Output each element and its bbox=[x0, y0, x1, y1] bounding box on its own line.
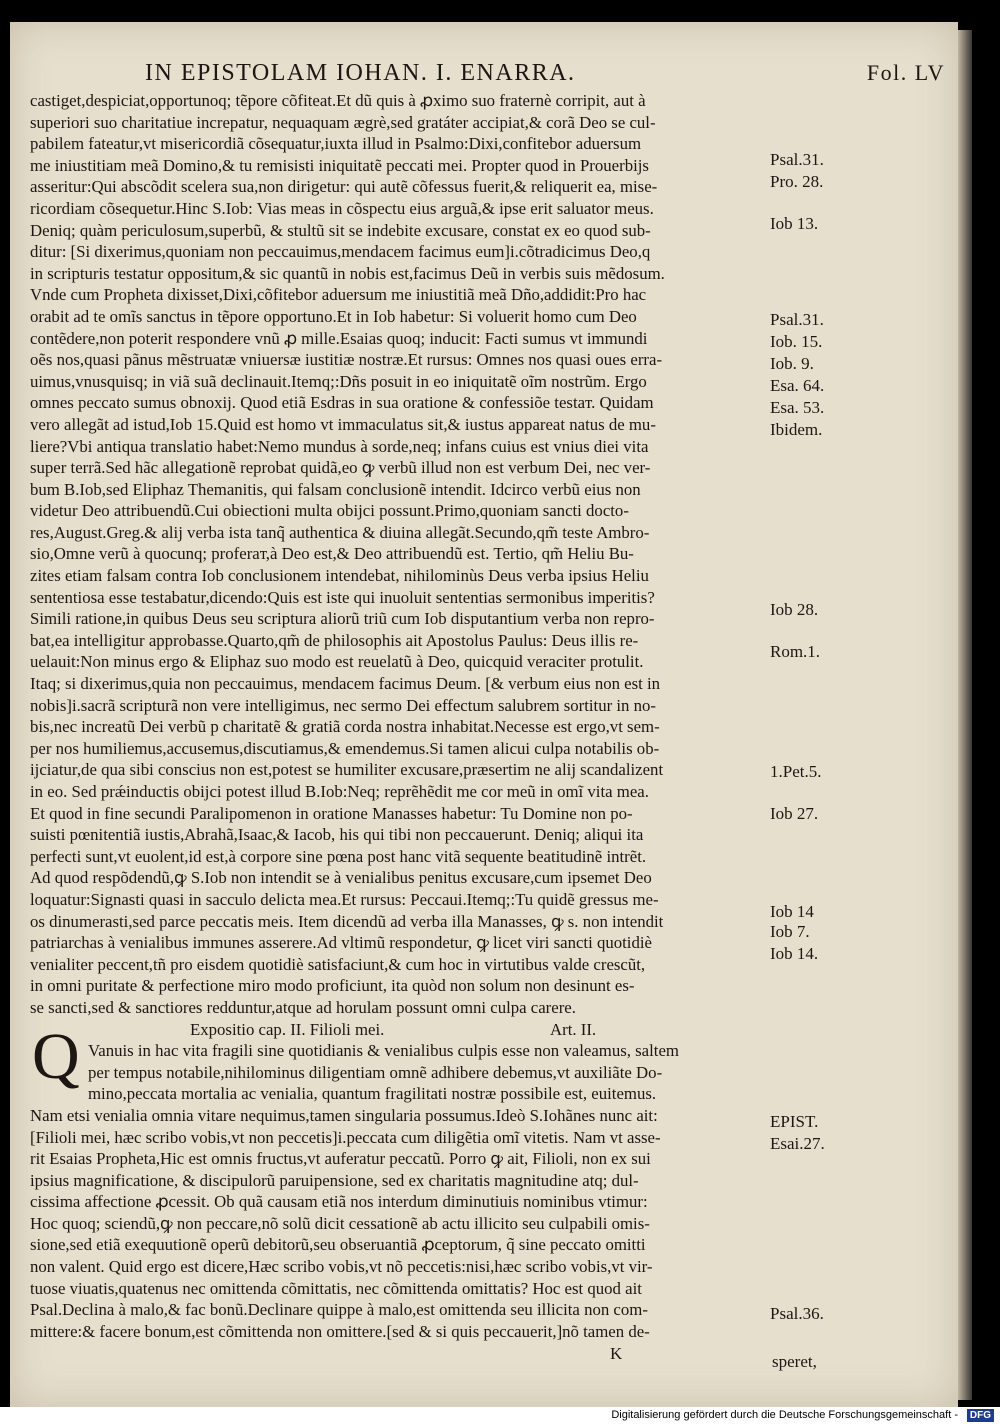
text-line: tuose viuatis,quatenus nec omittenda cõmittatis, nec cõmittenda omittatis? Hoc est quod ait bbox=[30, 1278, 642, 1298]
margin-note: Iob 14. bbox=[770, 944, 819, 963]
margin-note: EPIST. bbox=[770, 1112, 819, 1131]
text-line: vero allegãt ad istud,Iob 15.Quid est homo vt immaculatus sit,& iustus appareat natus de mu- bbox=[30, 414, 656, 434]
text-line: mino,peccata mortalia ac venialia, quantum fragilitati nostræ possibile est, euitemus. bbox=[88, 1084, 657, 1104]
text-line: pabilem fateatur,vt misericordiã cõsequatur,iuxta illud in Psalmo:Dixi,confitebor aduersum bbox=[30, 134, 642, 154]
margin-note: Pro. 28. bbox=[770, 172, 824, 191]
text-line: rit Esaias Propheta,Hic est omnis fructus,vt auferatur peccatũ. Porro ꝙ ait, Filioli, non ex sui bbox=[30, 1149, 651, 1169]
margin-note: Psal.36. bbox=[770, 1304, 824, 1323]
section-heading bbox=[30, 1019, 780, 1041]
margin-note: Rom.1. bbox=[770, 642, 821, 661]
text-line: bum B.Iob,sed Eliphaz Themanitis, qui falsam conclusionẽ intendit. Idcirco verbũ eius non bbox=[30, 479, 641, 499]
text-line: patriarchas à venialibus immunes asserere.Ad vltimũ respondetur, ꝙ licet viri sancti quotidiè bbox=[30, 933, 652, 953]
margin-note: 1.Pet.5. bbox=[770, 762, 822, 781]
signature-mark: K bbox=[610, 1344, 623, 1363]
text-line: Vanuis in hac vita fragili sine quotidianis & venialibus culpis esse non valeamus, saltem bbox=[88, 1041, 679, 1061]
text-line: mittere:& facere bonum,est cõmittenda non omittere.[sed & si quis peccauerit,]nõ tamen de- bbox=[30, 1321, 650, 1341]
text-line: super terrã.Sed hãc allegationẽ reprobat quidã,eo ꝙ verbũ illud non est verbum Dei, nec ver- bbox=[30, 458, 651, 478]
text-line: Ad quod respõdendũ,ꝙ S.Iob non intendit se à venialibus penitus excusare,cum ipsemet Deo bbox=[30, 868, 652, 888]
text-line: Simili ratione,in quibus Deus seu scriptura aliorũ triũ cum Iob disputantium verba non repro- bbox=[30, 609, 655, 629]
text-line: superiori suo charitatiue increpatur, nequaquam ægrè,sed gratáter accipiat,& corã Deo se cul- bbox=[30, 112, 656, 132]
text-line: in omni puritate & perfectione miro modo proficiunt, ita quòd non solum non desinunt es- bbox=[30, 976, 635, 996]
text-line: loquatur:Signasti quasi in sacculo delicta mea.Et rursus: Peccaui.Itemq;:Tu quidẽ gressus me- bbox=[30, 889, 659, 909]
text-line: ricordiam cõsequetur.Hinc S.Iob: Vias meas in cõspectu eius arguã,& ipse erit saluator meus. bbox=[30, 198, 654, 218]
text-line: Vnde cum Propheta dixisset,Dixi,cõfitebor aduersum me iniustitiã meã Dño,addidit:Pro hac bbox=[30, 285, 647, 305]
text-line: uelauit:Non minus ergo & Eliphaz suo modo est reuelatũ à Deo, quicquid veraciter protulit. bbox=[30, 652, 644, 672]
text-line: suisti pœnitentiã iustis,Abrahã,Isaac,& Iacob, his qui tibi non peccauerunt. Deniq; aliqui ita bbox=[30, 825, 644, 845]
margin-note: Psal.31. bbox=[770, 310, 824, 329]
text-line: bis,nec increatũ Dei verbũ p charitatẽ & gratiã corda nostra inhabitat.Necesse est ergo,vt sem- bbox=[30, 717, 660, 737]
margin-note: Iob 13. bbox=[770, 214, 819, 233]
funding-credit: Digitalisierung gefördert durch die Deutsche Forschungsgemeinschaft - bbox=[611, 1409, 958, 1421]
page-edge bbox=[958, 30, 972, 1400]
margin-note: Iob 7. bbox=[770, 922, 810, 941]
margin-note: Iob 14 bbox=[770, 902, 814, 921]
text-line: zites etiam falsam contra Iob conclusionem intendebat, nihilominùs Deus verba ipsius Heliu bbox=[30, 566, 649, 586]
text-line: asseritur:Qui abscõdit scelera sua,non dirigetur: qui autẽ cõfessus fuerit,& reliquerit ea, mise- bbox=[30, 177, 658, 197]
drop-cap: Q bbox=[32, 1020, 80, 1093]
text-line: omnes peccato sumus obnoxij. Quod etiã Esdras in sua oratione & confessiõe testaт. Quidam bbox=[30, 393, 654, 413]
text-line: se sancti,sed & sanctiores redduntur,atque ad horulam possunt omni culpa carere. bbox=[30, 997, 576, 1017]
text-line: res,August.Greg.& alij verba ista tanq̃ authentica & diuina allegãt.Secundo,qm̃ teste Ambro- bbox=[30, 522, 650, 542]
text-line: Hoc quoq; sciendũ,ꝙ non peccare,nõ solũ dicit cessationẽ ab actu illicito seu culpabili omis- bbox=[30, 1213, 650, 1233]
text-line: Et quod in fine secundi Paralipomenon in oratione Manasses habetur: Tu Domine non po- bbox=[30, 803, 633, 823]
running-head bbox=[145, 60, 945, 90]
text-line: oẽs nos,quasi pãnus mẽstruatæ vniuersæ iustitiæ nostræ.Et rursus: Omnes nos quasi oues erra- bbox=[30, 350, 663, 370]
text-line: [Filioli mei, hæc scribo vobis,vt non peccetis]i.peccata cum diligẽtia omĩ vitetis. Nam vt asse- bbox=[30, 1127, 661, 1147]
folio-number: Fol. LV bbox=[866, 60, 945, 85]
margin-note: Esa. 53. bbox=[770, 398, 825, 417]
margin-note: Iob 27. bbox=[770, 804, 819, 823]
text-line: Nam etsi venialia omnia vitare nequimus,tamen singularia possumus.Ideò S.Iohãnes nunc ait: bbox=[30, 1105, 658, 1125]
text-line: nobis]i.sacrã scripturã non vere intelligimus, nec sermo Dei effectum salubrem sortitur in no- bbox=[30, 695, 657, 715]
text-line: sione,sed etiã exequutionẽ operũ debitorũ,seu obseruantiã ꝓceptorum, q̃ sine peccato omitti bbox=[30, 1235, 646, 1255]
book-page bbox=[10, 22, 958, 1407]
dfg-logo: DFG bbox=[967, 1409, 994, 1422]
text-line: os dinumerasti,sed parce peccatis meis. Item dicendũ ad verba illa Manasses, ꝙ s. non intendit bbox=[30, 911, 664, 931]
margin-note: Esai.27. bbox=[770, 1134, 825, 1153]
text-line: sententiosa esse testabatur,dicendo:Quis est iste qui inuoluit sententias sermonibus imperitis? bbox=[30, 587, 655, 607]
text-line: per tempus notabile,nihilominus diligentiam omnẽ adhibere debemus,vt auxiliãte Do- bbox=[88, 1062, 663, 1082]
text-line: Psal.Declina à malo,& fac bonũ.Declinare quippe à malo,est omittenda seu illicita non com- bbox=[30, 1300, 648, 1320]
section-heading-text: Expositio cap. II. Filioli mei. bbox=[190, 1019, 385, 1039]
text-line: liere?Vbi antiqua translatio habet:Nemo mundus à sorde,neq; infans cuius est vnius diei vita bbox=[30, 436, 649, 456]
text-line: sio,Omne verũ à quocunq; proferaт,à Deo est,& Deo attribuendũ est. Tertio, qm̃ Heliu Bu- bbox=[30, 544, 634, 564]
text-line: non valent. Quid ergo est dicere,Hæc scribo vobis,vt nõ peccetis:nisi,hæc scribo vobis,vt vir- bbox=[30, 1257, 653, 1277]
margin-note: Iob 28. bbox=[770, 600, 819, 619]
margin-note: Iob. 15. bbox=[770, 332, 823, 351]
text-line: Deniq; quàm periculosum,superbũ, & stultũ sit se indebite excusare, constat ex eo quod sub- bbox=[30, 220, 651, 240]
text-line: videtur Deo attribuendũ.Cui obiectioni multa obijci possunt.Primo,quoniam sancti docto- bbox=[30, 501, 629, 521]
text-line: ijciatur,de qua sibi conscius non est,potest se humiliter excusare,præsertim ne alij scandalizent bbox=[30, 760, 664, 780]
text-line: me iniustitiam meã Domino,& tu remisisti iniquitatẽ peccati mei. Propter quod in Prouerbijs bbox=[30, 155, 649, 175]
text-line: bat,ea intelligitur approbasse.Quarto,qm̃ de philosophis ait Apostolus Paulus: Deus illis re- bbox=[30, 630, 639, 650]
text-line: uimus,vnusquisq; in viã suã declinauit.Itemq;:Dñs posuit in eo iniquitatẽ oĩm nostrũm. Ergo bbox=[30, 371, 647, 391]
text-line: ditur: [Si dixerimus,quoniam non peccauimus,mendacem facimus eum]i.cõtradicimus Deo,q bbox=[30, 242, 651, 262]
margin-note: Esa. 64. bbox=[770, 376, 825, 395]
text-line: venialiter peccent,tñ pro eisdem quotidiè satisfaciunt,& cum hoc in virtutibus valde crescũt, bbox=[30, 954, 646, 974]
article-number: Art. II. bbox=[550, 1019, 597, 1039]
text-line: in eo. Sed prǽinductis obijci potest illud B.Iob:Neq; reprẽhẽdit me cor meũ in omĩ vita mea. bbox=[30, 782, 649, 801]
text-line: per nos humiliemus,accusemus,discutiamus,& emendemus.Si tamen alicui culpa notabilis ob- bbox=[30, 738, 660, 758]
margin-note: Psal.31. bbox=[770, 150, 824, 169]
text-line: perfecti sunt,vt euolent,id est,à corpore sine pœna post hanc vitã sequente beatitudinẽ intrẽt. bbox=[30, 846, 647, 866]
footer-bar bbox=[0, 1407, 1000, 1424]
margin-note: Iob. 9. bbox=[770, 354, 814, 373]
text-line: ipsius magnificatione, & discipulorũ paruipensione, sed ex charitatis magnitudine atq; dul- bbox=[30, 1170, 639, 1190]
margin-note: Ibidem. bbox=[770, 420, 823, 439]
catchword: speret, bbox=[772, 1352, 817, 1371]
text-line: cissima affectione ꝓcessit. Ob quã causam etiã nos interdum diminutiuis nominibus vtimur: bbox=[30, 1192, 648, 1212]
text-line: castiget,despiciat,opportunoq; tẽpore cõfiteat.Et dũ quis à ꝓximo suo fraternè corripit, aut à bbox=[30, 91, 646, 110]
text-line: Itaq; si dixerimus,quia non peccauimus, mendacem facimus Deum. [& verbum eius non est in bbox=[30, 674, 661, 694]
text-line: contẽdere,non poterit respondere vnũ ꝓ mille.Esaias quoq; inducit: Facti sumus vt immundi bbox=[30, 328, 648, 348]
text-line: orabit ad te omĩs sanctus in tẽpore opportuno.Et in Iob habetur: Si voluerit homo cum Deo bbox=[30, 306, 637, 326]
body-text bbox=[30, 90, 780, 1342]
running-title: IN EPISTOLAM IOHAN. I. ENARRA. bbox=[145, 60, 576, 86]
text-line: in scripturis testatur oppositum,& sic quantũ in nobis est,facimus Deũ in verbis suis mẽdosum. bbox=[30, 263, 665, 283]
